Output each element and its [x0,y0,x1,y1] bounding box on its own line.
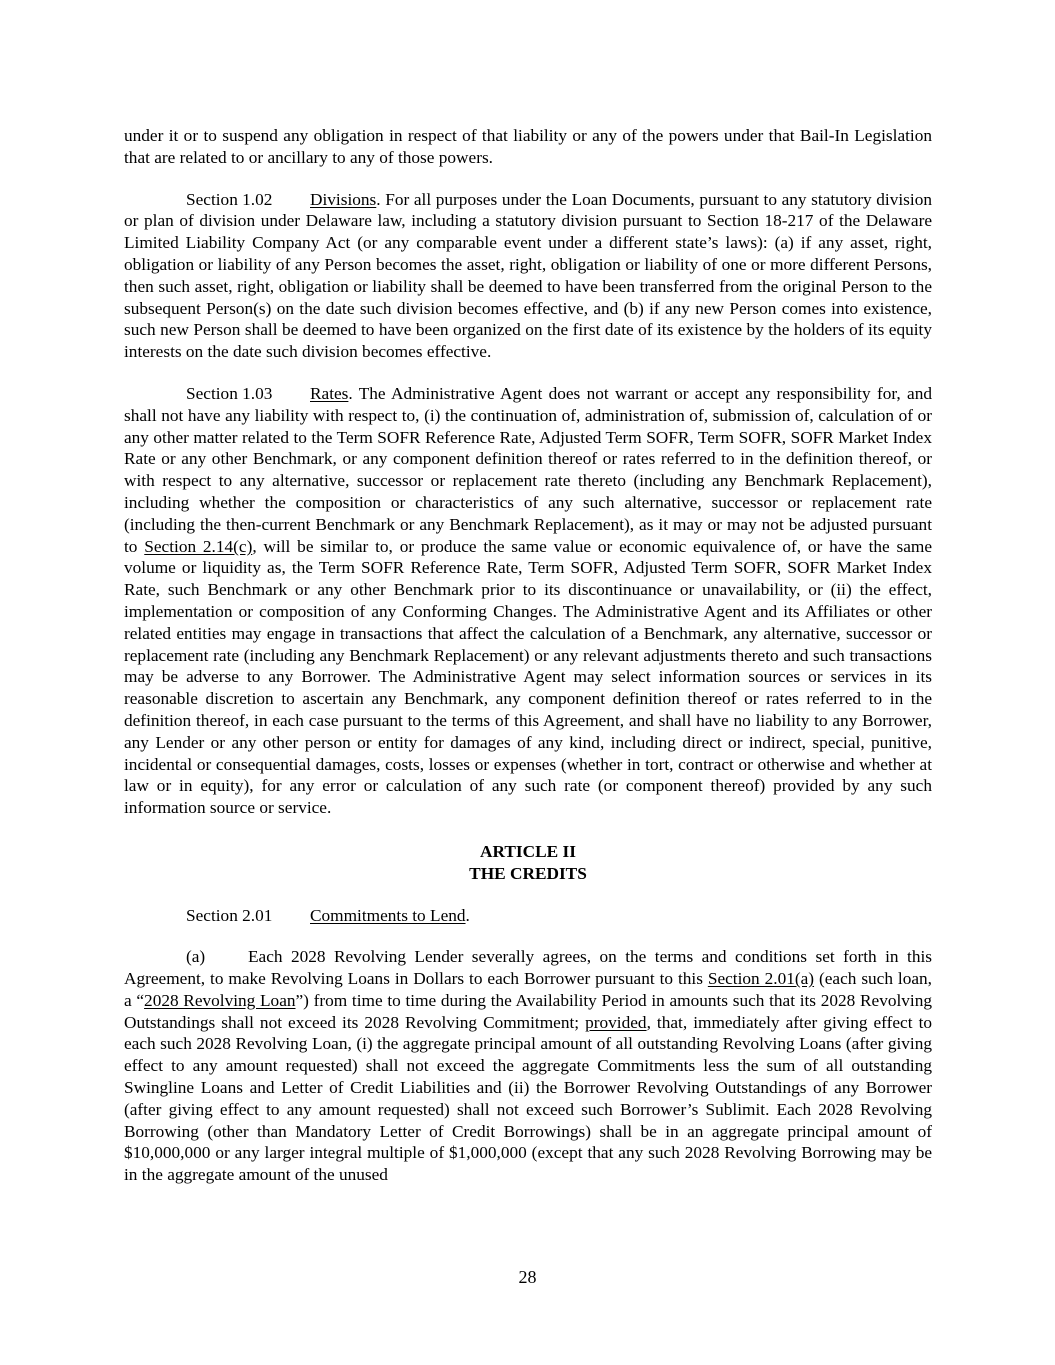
paragraph-text: Each 2028 Revolving Lender severally agrees, on the terms and conditions set forth in this Agreement, to make Revolving Loans in Dollars to each Borrower pursuant to this [124,947,932,989]
cross-reference: Section 2.01(a) [707,969,815,989]
section-title: Divisions [310,189,377,209]
section-1-02-paragraph [124,189,932,363]
paragraph-text: , that, immediately after giving effect to each such 2028 Revolving Loan, (i) the aggregate principal amount of all outstanding Revolving Loans (after giving effect to any amount requested) shall not exceed the aggregate Commitments less the sum of all outstanding Swingline Loans and Letter of Credit Liabilities and (ii) the Borrower Revolving Outstandings of any Borrower (after giving effect to any amount requested) shall not exceed such Borrower’s Sublimit. Each 2028 Revolving Borrowing (other than Mandatory Letter of Credit Borrowings) shall be in an aggregate principal amount of $10,000,000 or any larger integral multiple of $1,000,000 (except that any such 2028 Revolving Borrowing may be in the aggregate amount of the unused [124,1012,933,1185]
section-title: Commitments to Lend [310,905,466,925]
section-period: . [465,905,470,925]
proviso-term: provided [585,1012,647,1032]
paragraph-text: ”) from time to time during the Availability Period in amounts such that its 2028 Revolving Outstandings shall not exceed its 2028 Revolving Commitment; [124,990,932,1032]
section-number: Section 1.02 [186,189,273,209]
defined-term: 2028 Revolving Loan [144,990,296,1010]
section-title: Rates [310,383,349,403]
cross-reference: Section 2.14(c) [144,536,253,556]
intro-paragraph: under it or to suspend any obligation in respect of that liability or any of the powers under that Bail-In Legislation that are related to or ancillary to any of those powers. [124,126,932,167]
article-title: THE CREDITS [469,863,587,883]
section-2-01-heading [124,905,932,927]
paragraph-a [124,946,932,1186]
article-heading [124,841,932,885]
paragraph-text: (each such loan, a “ [124,969,932,1010]
section-body: . The Administrative Agent does not warrant or accept any responsibility for, and shall not have any liability with respect to, (i) the continuation of, administration of, submission of, calculation of or any other matter related to the Term SOFR Reference Rate, Adjusted Term SOFR, Term SOFR, SOFR Market Index Rate or any other Benchmark, or any component definition thereof or rates referred to in the definition thereof, or with respect to any alternative, successor or replacement rate thereto (including any Benchmark Replacement), including whether the composition or characteristics of any such alternative, successor or replacement rate (including the then-current Benchmark or any Benchmark Replacement), as it may or may not be adjusted pursuant to [124,383,932,556]
paragraph-number: (a) [186,947,206,967]
document-page [124,125,932,1186]
article-number: ARTICLE II [480,841,576,861]
section-number: Section 2.01 [186,905,273,925]
page-number: 28 [518,1267,537,1287]
section-1-03-paragraph [124,383,932,819]
section-body-continued: , will be similar to, or produce the same value or economic equivalence of, or have the same volume or liquidity as, the Term SOFR Reference Rate, Term SOFR, Adjusted Term SOFR, SOFR Market Index Rate, such Benchmark or any other Benchmark prior to its discontinuance or unavailability, or (ii) the effect, implementation or composition of any Conforming Changes. The Administrative Agent and its Affiliates or other related entities may engage in transactions that affect the calculation of a Benchmark, any alternative, successor or replacement rate (including any Benchmark Replacement) or any relevant adjustments thereto and such transactions may be adverse to any Borrower. The Administrative Agent may select information sources or services in its reasonable discretion to ascertain any Benchmark, any component definition thereof or rates referred to in the definition thereof, in each case pursuant to the terms of this Agreement, and shall have no liability to any Borrower, any Lender or any other person or entity for damages of any kind, including direct or indirect, special, punitive, incidental or consequential damages, costs, losses or expenses (whether in tort, contract or otherwise and whether at law or in equity), for any error or calculation of any such rate (or component thereof) provided by any such information source or service. [124,536,933,818]
section-body: . For all purposes under the Loan Documents, pursuant to any statutory division or plan of division under Delaware law, including a statutory division pursuant to Section 18-217 of the Delaware Limited Liability Company Act (or any comparable event under a different state’s laws): (a) if any asset, right, obligation or liability of any Person becomes the asset, right, obligation or liability of one or more different Persons, then such asset, right, obligation or liability shall be deemed to have been transferred from the original Person to the subsequent Person(s) on the date such division becomes effective, and (b) if any new Person comes into existence, such new Person shall be deemed to have been organized on the first date of its existence by the holders of its equity interests on the date such division becomes effective. [124,189,932,362]
section-number: Section 1.03 [186,383,273,403]
